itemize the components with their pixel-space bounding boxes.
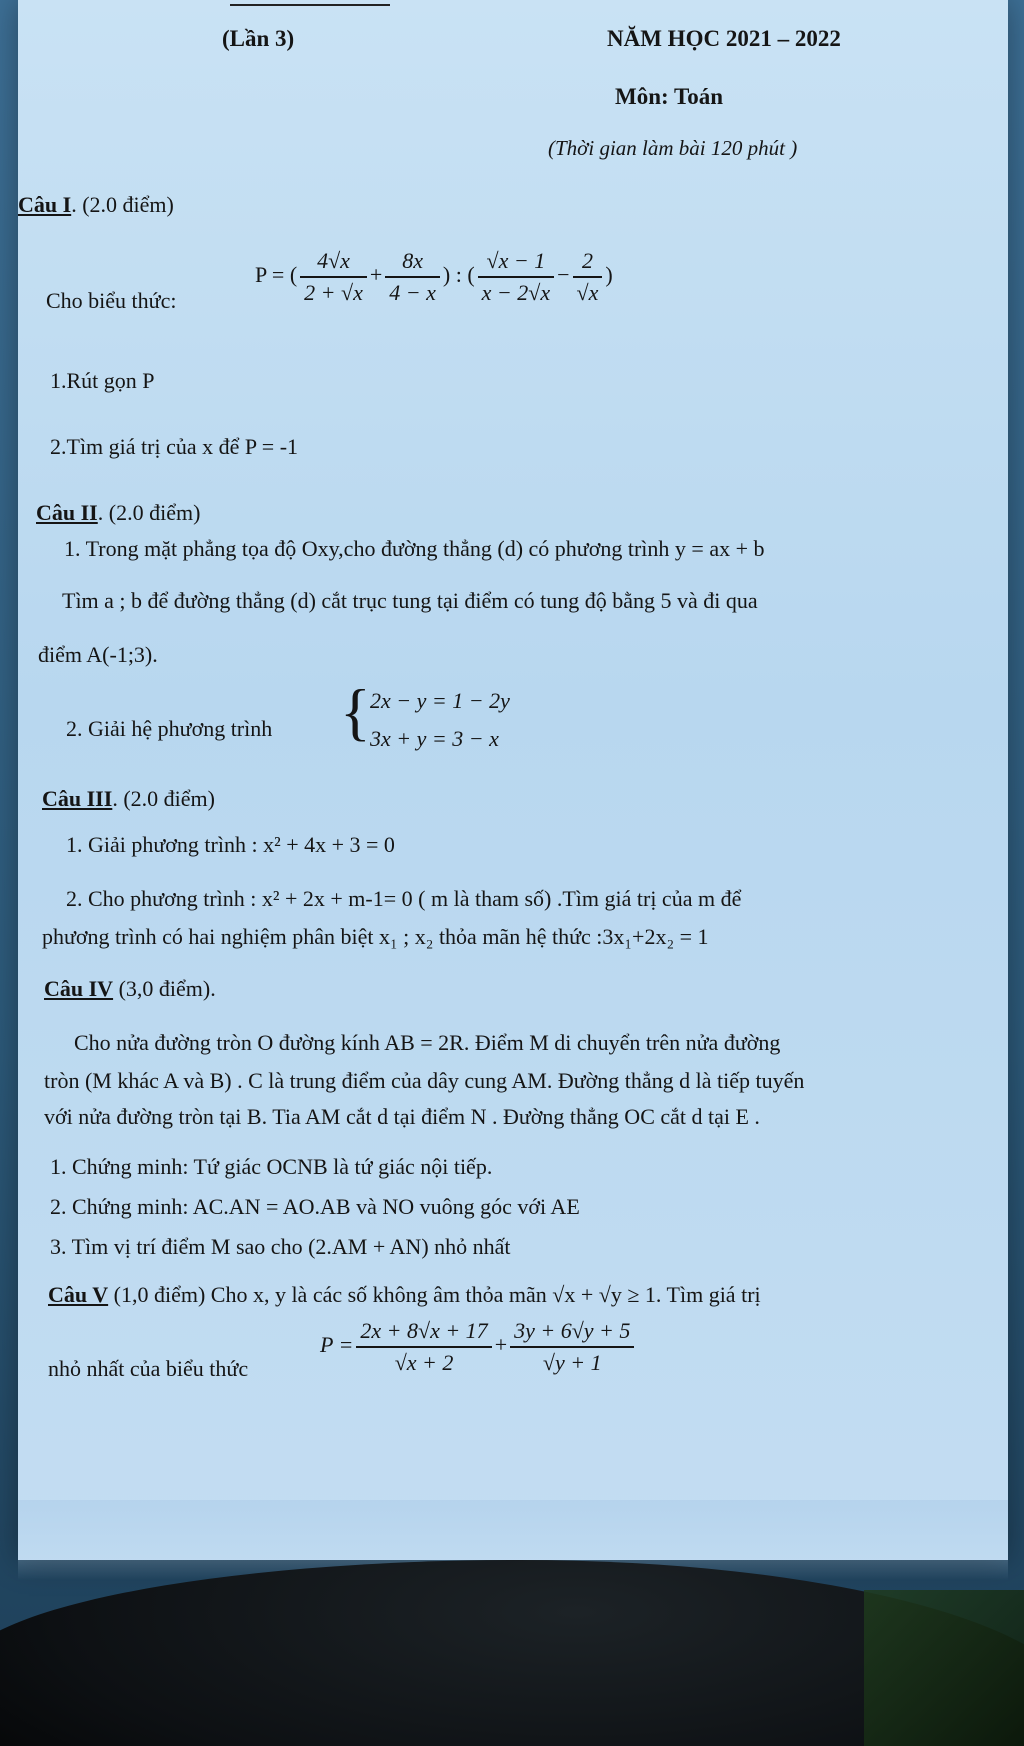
op-divide: ) : ( [442,262,475,288]
q1-part1: 1.Rút gọn P [50,368,155,393]
q5-line2: nhỏ nhất của biểu thức [48,1356,249,1381]
frac3-num: √x − 1 [478,248,554,278]
q5-frac2-num: 3y + 6√y + 5 [510,1318,634,1348]
q4-part2: 2. Chứng minh: AC.AN = AO.AB và NO vuông góc với AE [50,1194,580,1219]
fraction-2 [385,248,440,306]
expr-p: P = ( [255,262,298,288]
q2-heading [36,500,200,526]
q1-title: Câu I [18,192,72,217]
system-eq2: 3x + y = 3 − x [370,726,499,751]
q3-part1: 1. Giải phương trình : x² + 4x + 3 = 0 [66,832,395,857]
q5-fraction-1 [356,1318,491,1376]
frac3-den: x − 2√x [481,280,551,305]
frac1-den: 2 + √x [304,280,363,305]
q1-points: . (2.0 điểm) [71,192,174,217]
q4-line2: tròn (M khác A và B) . C là trung điểm của dây cung AM. Đường thẳng d là tiếp tuyến [44,1068,805,1093]
frac2-den: 4 − x [389,280,436,305]
q5-frac1-num: 2x + 8√x + 17 [356,1318,491,1348]
q2-part2-label: 2. Giải hệ phương trình [66,716,273,741]
q1-heading [18,192,174,218]
q4-part3: 3. Tìm vị trí điểm M sao cho (2.AM + AN) nhỏ nhất [50,1234,511,1259]
q3-points: . (2.0 điểm) [112,786,215,811]
school-year: NĂM HỌC 2021 – 2022 [607,26,841,51]
frac2-num: 8x [385,248,440,278]
fraction-3 [478,248,554,306]
q5-title: Câu V [48,1282,109,1307]
q2-title: Câu II [36,500,98,525]
op-minus: − [557,262,570,288]
q3-title: Câu III [42,786,113,811]
q4-part1: 1. Chứng minh: Tứ giác OCNB là tứ giác nội tiếp. [50,1154,493,1179]
q4-points: (3,0 điểm). [113,976,216,1001]
q1-intro: Cho biểu thức: [46,288,177,313]
q5-line1-text: (1,0 điểm) Cho x, y là các số không âm thỏa mãn √x + √y ≥ 1. Tìm giá trị [108,1282,761,1307]
frac4-num: 2 [573,248,603,278]
system-brace: { [340,676,371,747]
q3-part2-line2: phương trình có hai nghiệm phân biệt x₁ ; x₂ thỏa mãn hệ thức :3x₁+2x₂ = 1 [42,924,709,949]
subject: Môn: Toán [615,84,724,109]
q5-expression [320,1318,637,1376]
fraction-4 [573,248,603,306]
q2-part1-line1: 1. Trong mặt phẳng tọa độ Oxy,cho đường thẳng (d) có phương trình y = ax + b [64,536,765,561]
expr-close: ) [605,262,613,288]
q3-heading [42,786,215,812]
q5-p: P = [320,1332,354,1358]
q3-part2-line1: 2. Cho phương trình : x² + 2x + m-1= 0 ( m là tham số) .Tìm giá trị của m để [66,886,742,911]
q1-expression [255,248,613,306]
q2-points: . (2.0 điểm) [97,500,201,525]
frac1-num: 4√x [300,248,367,278]
q2-part1-line3: điểm A(-1;3). [38,642,158,667]
header-rule [230,4,390,6]
q5-line1 [48,1282,761,1308]
q4-title: Câu IV [44,976,114,1001]
q4-line1: Cho nửa đường tròn O đường kính AB = 2R. Điểm M di chuyển trên nửa đường [74,1030,781,1055]
fraction-1 [300,248,367,306]
q5-frac2-den: √y + 1 [542,1350,602,1375]
q4-heading [44,976,216,1002]
background-corner [864,1590,1024,1746]
duration: (Thời gian làm bài 120 phút ) [548,136,798,160]
q5-fraction-2 [510,1318,634,1376]
q1-part2: 2.Tìm giá trị của x để P = -1 [50,434,299,459]
q5-frac1-den: √x + 2 [394,1350,454,1375]
frac4-den: √x [576,280,599,305]
q4-line3: với nửa đường tròn tại B. Tia AM cắt d tại điểm N . Đường thẳng OC cắt d tại E . [44,1104,760,1129]
op-plus: + [369,262,383,288]
q5-op-plus: + [494,1332,508,1358]
q2-part1-line2: Tìm a ; b để đường thẳng (d) cắt trục tung tại điểm có tung độ bằng 5 và đi qua [62,588,758,613]
exam-round: (Lần 3) [222,26,295,51]
system-eq1: 2x − y = 1 − 2y [370,688,510,713]
